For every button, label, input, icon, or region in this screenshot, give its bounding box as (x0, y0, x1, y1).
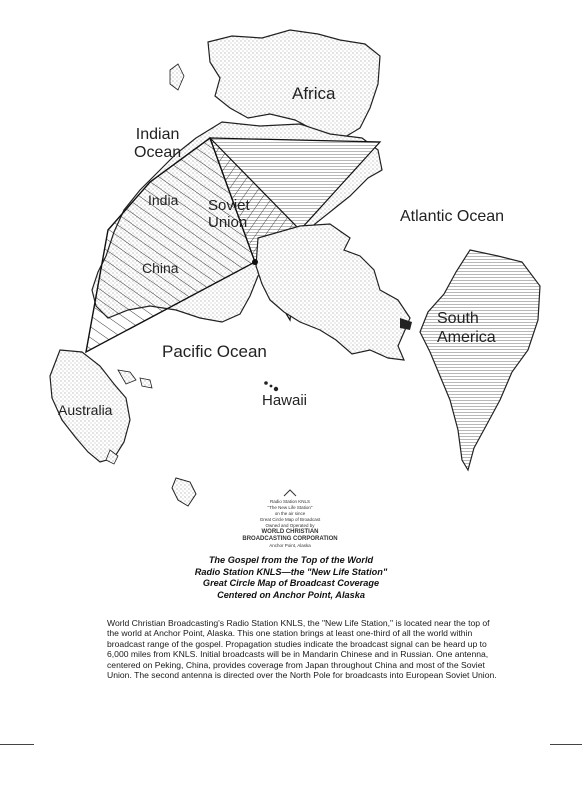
station-line-4: Great Circle Map of Broadcast (259, 517, 321, 522)
station-org-1: WORLD CHRISTIAN (261, 529, 319, 535)
south-america-landmass (420, 250, 540, 470)
label-soviet-union: Soviet Union (208, 197, 250, 231)
caption-line-1: The Gospel from the Top of the World (208, 555, 374, 565)
label-australia: Australia (58, 402, 113, 418)
station-line-3: on the air since (274, 511, 306, 516)
label-indian-ocean: Indian Ocean (134, 126, 182, 161)
station-line-5: Owned and Operated by (265, 523, 315, 528)
hawaii-islands (264, 381, 278, 391)
caption-line-4: Centered on Anchor Point, Alaska (217, 589, 365, 600)
map-caption (120, 555, 462, 601)
label-china: China (142, 260, 179, 276)
label-atlantic-ocean: Atlantic Ocean (400, 208, 505, 225)
station-line-6: Anchor Point, Alaska (269, 543, 311, 548)
station-logo-icon (283, 489, 297, 497)
new-zealand (172, 478, 196, 506)
label-south-america: South America (437, 310, 496, 346)
label-pacific-ocean: Pacific Ocean (162, 342, 267, 361)
label-africa: Africa (292, 84, 336, 103)
station-line-1: Radio Station KNLS (269, 499, 311, 504)
station-org-2: BROADCASTING CORPORATION (242, 536, 338, 542)
description-paragraph: World Christian Broadcasting's Radio Station KNLS, the "New Life Station," is located near the top of the world at Anchor Point, Alaska. This one station brings at least one-third of all the world within broadcast range of the gospel. Propagation studies indicate the broadcast signal can be heard up to 6,000 miles from KNLS. Initial broadcasts will be in Mandarin Chinese and in Russian. One antenna, centered on Peking, China, provides coverage from Japan throughout China and most of the Soviet Union. The second antenna is directed over the North Pole for broadcasts into European Soviet Union. (107, 618, 497, 681)
label-india: India (148, 192, 179, 208)
left-divider (0, 744, 34, 745)
caption-line-3: Great Circle Map of Broadcast Coverage (202, 578, 380, 588)
caption-line-2: Radio Station KNLS—the "New Life Station" (194, 566, 388, 577)
station-info-block (215, 489, 365, 549)
right-divider (550, 744, 582, 745)
anchor-point-marker (252, 259, 258, 265)
label-hawaii: Hawaii (262, 392, 308, 409)
north-america-landmass (256, 224, 410, 360)
station-line-2: "The New Life Station" (267, 505, 313, 510)
